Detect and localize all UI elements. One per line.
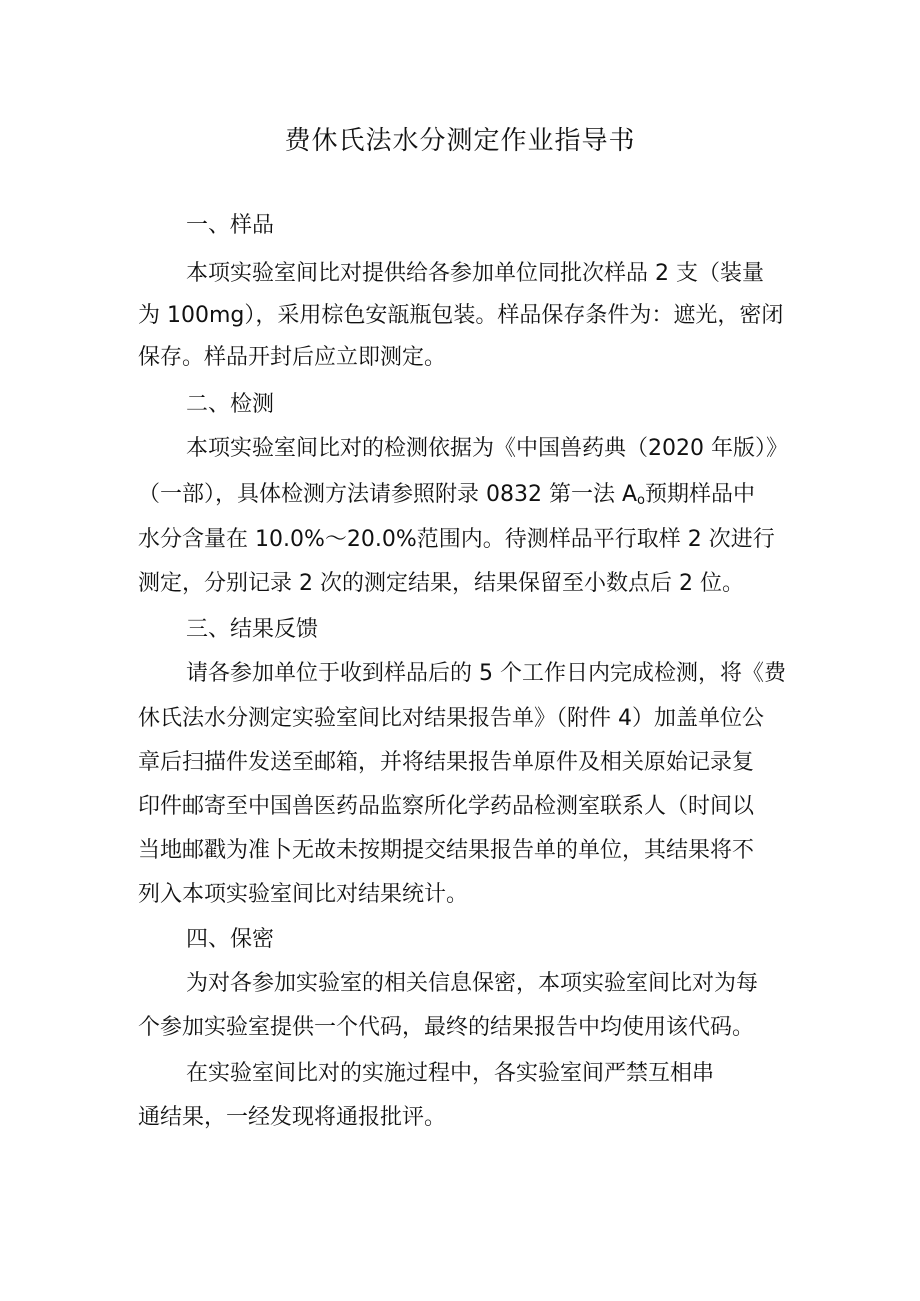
paragraph-line: 本项实验室间比对提供给各参加单位同批次样品 2 支（装量 — [186, 261, 764, 286]
paragraph-line: 请各参加单位于收到样品后的 5 个工作日内完成检测，将《费 — [186, 661, 786, 686]
subscript-text: o — [637, 493, 645, 508]
paragraph-line: 章后扫描件发送至邮箱，并将结果报告单原件及相关原始记录复 — [138, 750, 755, 775]
paragraph-line: 测定，分别记录 2 次的测定结果，结果保留至小数点后 2 位。 — [138, 571, 744, 596]
paragraph-line — [138, 480, 818, 510]
paragraph-line: 本项实验室间比对的检测依据为《中国兽药典（2020 年版）》 — [186, 436, 788, 461]
paragraph-line: 为 100mg），采用棕色安瓿瓶包装。样品保存条件为：遮光，密闭 — [138, 303, 784, 328]
paragraph-line: 个参加实验室提供一个代码，最终的结果报告中均使用该代码。 — [138, 1015, 755, 1040]
paragraph-line: 印件邮寄至中国兽医药品监察所化学药品检测室联系人（时间以 — [138, 794, 755, 819]
paragraph-line-tail: 预期样品中 — [645, 482, 756, 507]
paragraph-line: 通结果，一经发现将通报批评。 — [138, 1105, 447, 1130]
paragraph-line: 列入本项实验室间比对结果统计。 — [138, 882, 469, 907]
paragraph-line-text: （一部），具体检测方法请参照附录 0832 第一法 A — [138, 482, 638, 507]
section-heading-feedback: 三、结果反馈 — [186, 617, 319, 642]
paragraph-line: 水分含量在 10.0%～20.0%范围内。待测样品平行取样 2 次进行 — [138, 527, 775, 552]
paragraph-line: 当地邮戳为准卜无故未按期提交结果报告单的单位，其结果将不 — [138, 838, 755, 863]
section-heading-sample: 一、样品 — [186, 213, 275, 238]
paragraph-line: 为对各参加实验室的相关信息保密，本项实验室间比对为每 — [186, 971, 759, 996]
document-title: 费休氏法水分测定作业指导书 — [284, 126, 636, 156]
section-heading-testing: 二、检测 — [186, 392, 275, 417]
section-heading-confidentiality: 四、保密 — [186, 927, 275, 952]
paragraph-line: 保存。样品开封后应立即测定。 — [138, 345, 447, 370]
paragraph-line: 休氏法水分测定实验室间比对结果报告单》（附件 4）加盖单位公 — [138, 706, 764, 731]
paragraph-line: 在实验室间比对的实施过程中，各实验室间严禁互相串 — [186, 1061, 715, 1086]
